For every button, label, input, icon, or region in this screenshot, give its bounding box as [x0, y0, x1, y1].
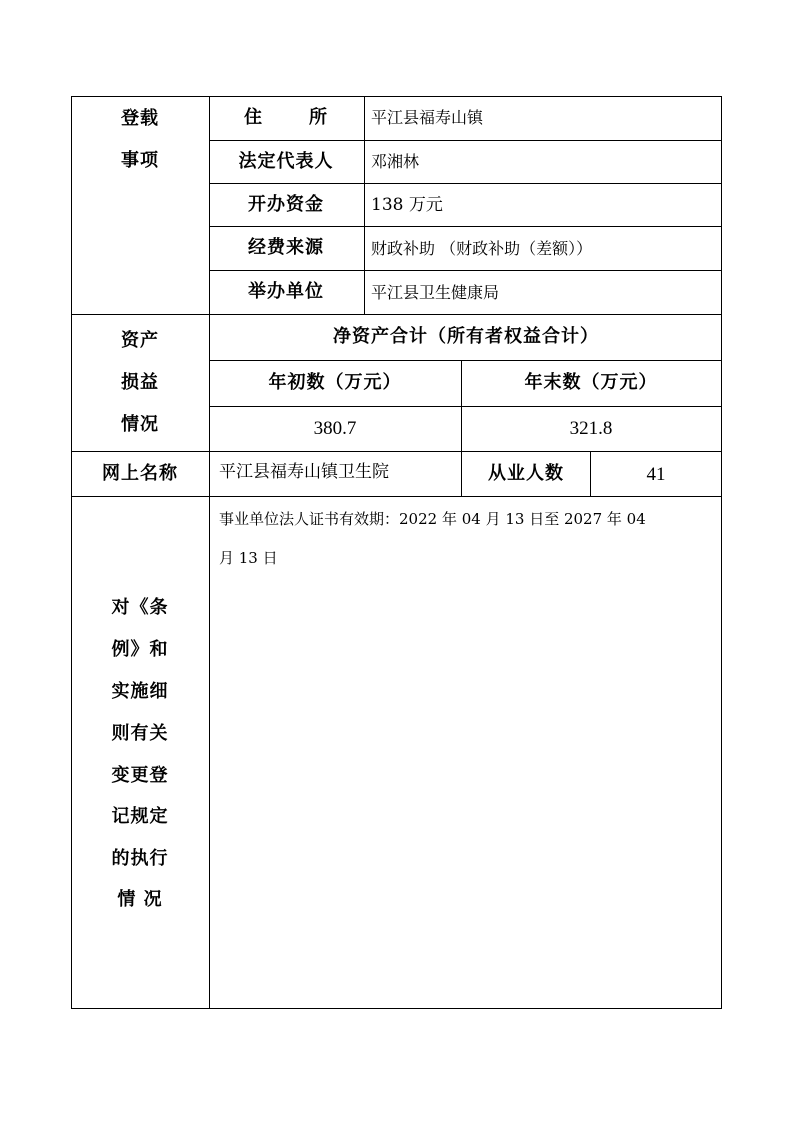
- legal-rep-label: 法定代表人: [238, 151, 334, 172]
- registration-section-label-line1: 登载: [121, 108, 159, 129]
- compliance-label-line3: 实施细: [111, 681, 169, 702]
- compliance-text-line1: 事业单位法人证书有效期：2022 年 04 月 13 日至 2027 年 04: [219, 510, 646, 528]
- staff-count-label: 从业人数: [488, 463, 564, 484]
- begin-year-value: 380.7: [313, 418, 357, 439]
- compliance-label-line7: 的执行: [111, 848, 169, 869]
- compliance-label-line1: 对《条: [111, 597, 169, 618]
- address-label-part1: 住: [244, 107, 263, 128]
- registration-section-label-line2: 事项: [121, 150, 159, 171]
- compliance-label-line6: 记规定: [111, 806, 169, 827]
- address-value: 平江县福寿山镇: [371, 108, 484, 127]
- online-name-label: 网上名称: [102, 463, 178, 484]
- capital-value: 138 万元: [371, 195, 443, 215]
- compliance-label-line4: 则有关: [111, 723, 169, 744]
- assets-label-line2: 损益: [121, 372, 159, 393]
- capital-label: 开办资金: [248, 194, 324, 215]
- assets-label-line1: 资产: [121, 330, 159, 351]
- begin-year-header: 年初数（万元）: [268, 372, 402, 393]
- legal-rep-value: 邓湘林: [371, 152, 420, 171]
- compliance-label-line5: 变更登: [111, 765, 169, 786]
- funding-label: 经费来源: [248, 237, 324, 258]
- sponsor-label: 举办单位: [248, 281, 324, 302]
- staff-count-value: 41: [646, 464, 666, 485]
- assets-label-line3: 情况: [121, 414, 159, 435]
- compliance-label-line8: 情 况: [117, 889, 163, 910]
- end-year-header: 年末数（万元）: [524, 372, 658, 393]
- address-label-part2: 所: [309, 107, 328, 128]
- funding-value: 财政补助 （财政补助（差额））: [371, 239, 593, 258]
- sponsor-value: 平江县卫生健康局: [371, 283, 500, 302]
- compliance-text-line2: 月 13 日: [219, 549, 278, 567]
- net-assets-header: 净资产合计（所有者权益合计）: [333, 326, 599, 347]
- compliance-label-line2: 例》和: [111, 639, 169, 660]
- end-year-value: 321.8: [569, 418, 613, 439]
- online-name-value: 平江县福寿山镇卫生院: [219, 462, 389, 482]
